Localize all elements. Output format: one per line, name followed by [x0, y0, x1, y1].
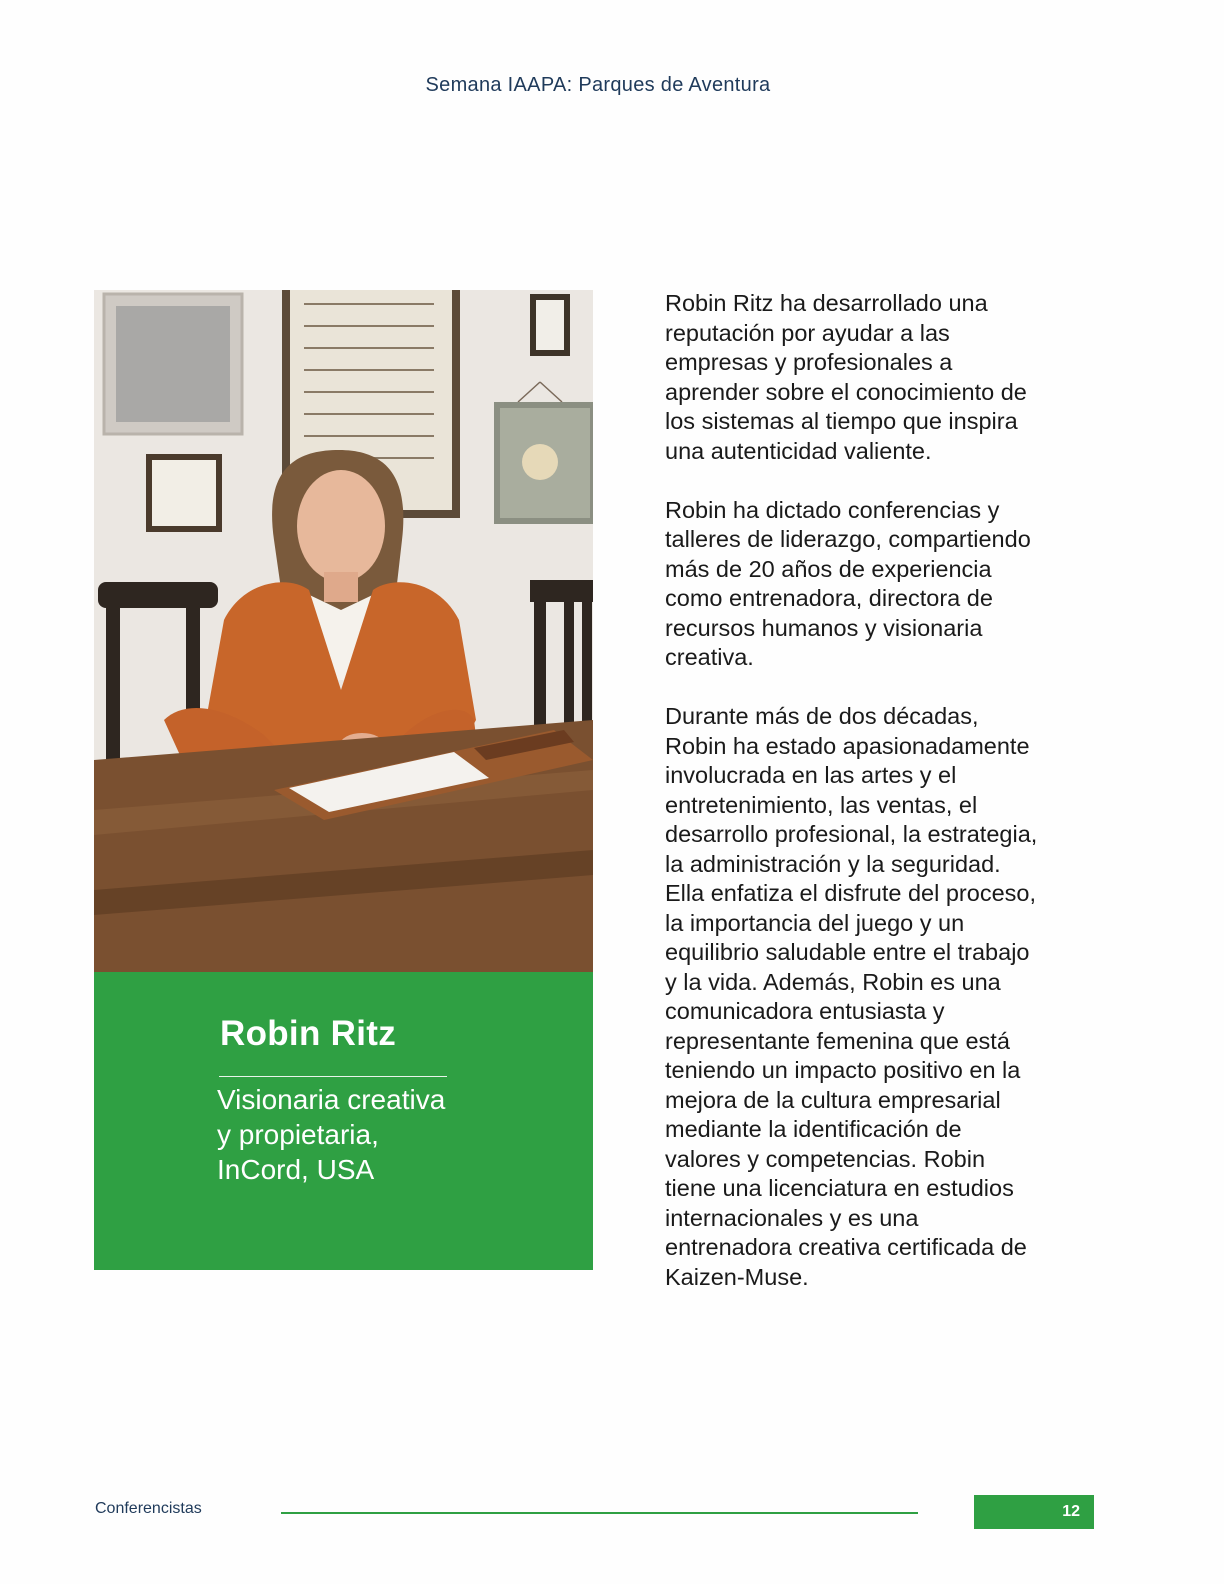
hanging-sign [494, 382, 593, 524]
bio-paragraph-2: Robin ha dictado conferencias y talleres de liderazgo, compartiendo más de 20 años de experiencia como entrenadora, directora de recursos humanos y visionaria creativa. [665, 496, 1031, 670]
wall-plaque [104, 294, 242, 434]
speaker-name-card [94, 972, 593, 1270]
footer-divider [281, 1512, 918, 1514]
footer-section-label: Conferencistas [95, 1500, 202, 1517]
speaker-name: Robin Ritz [220, 1014, 397, 1053]
love-frame [146, 454, 222, 532]
bio-paragraph-1: Robin Ritz ha desarrollado una reputación por ayudar a las empresas y profesionales a aprender sobre el conocimiento de los sistemas al tiempo que inspira una autenticidad valiente. [665, 290, 1027, 464]
small-frame-top [530, 294, 570, 356]
speaker-photo [94, 290, 593, 972]
name-divider [219, 1076, 447, 1077]
speaker-role: Visionaria creativa y propietaria, InCord, USA [217, 1084, 446, 1185]
bio-paragraph-3: Durante más de dos décadas, Robin ha estado apasionadamente involucrada en las artes y el entretenimiento, las ventas, el desarrollo profesional, la estrategia, la administración y la seguridad. Ella enfatiza el disfrute del proceso, la importancia del juego y un equilibrio saludable entre el trabajo y la vida. Además, Robin es una comunicadora entusiasta y representante femenina que está teniendo un impacto positivo en la mejora de la cultura empresarial mediante la identificación de valores y competencias. Robin tiene una licenciatura en estudios internacionales y es una entrenadora creativa certificada de Kaizen-Muse. [665, 703, 1038, 1290]
page-header-title: Semana IAAPA: Parques de Aventura [425, 74, 771, 96]
speaker-bio [665, 289, 1135, 1322]
page-number-badge: 12 [974, 1495, 1094, 1529]
